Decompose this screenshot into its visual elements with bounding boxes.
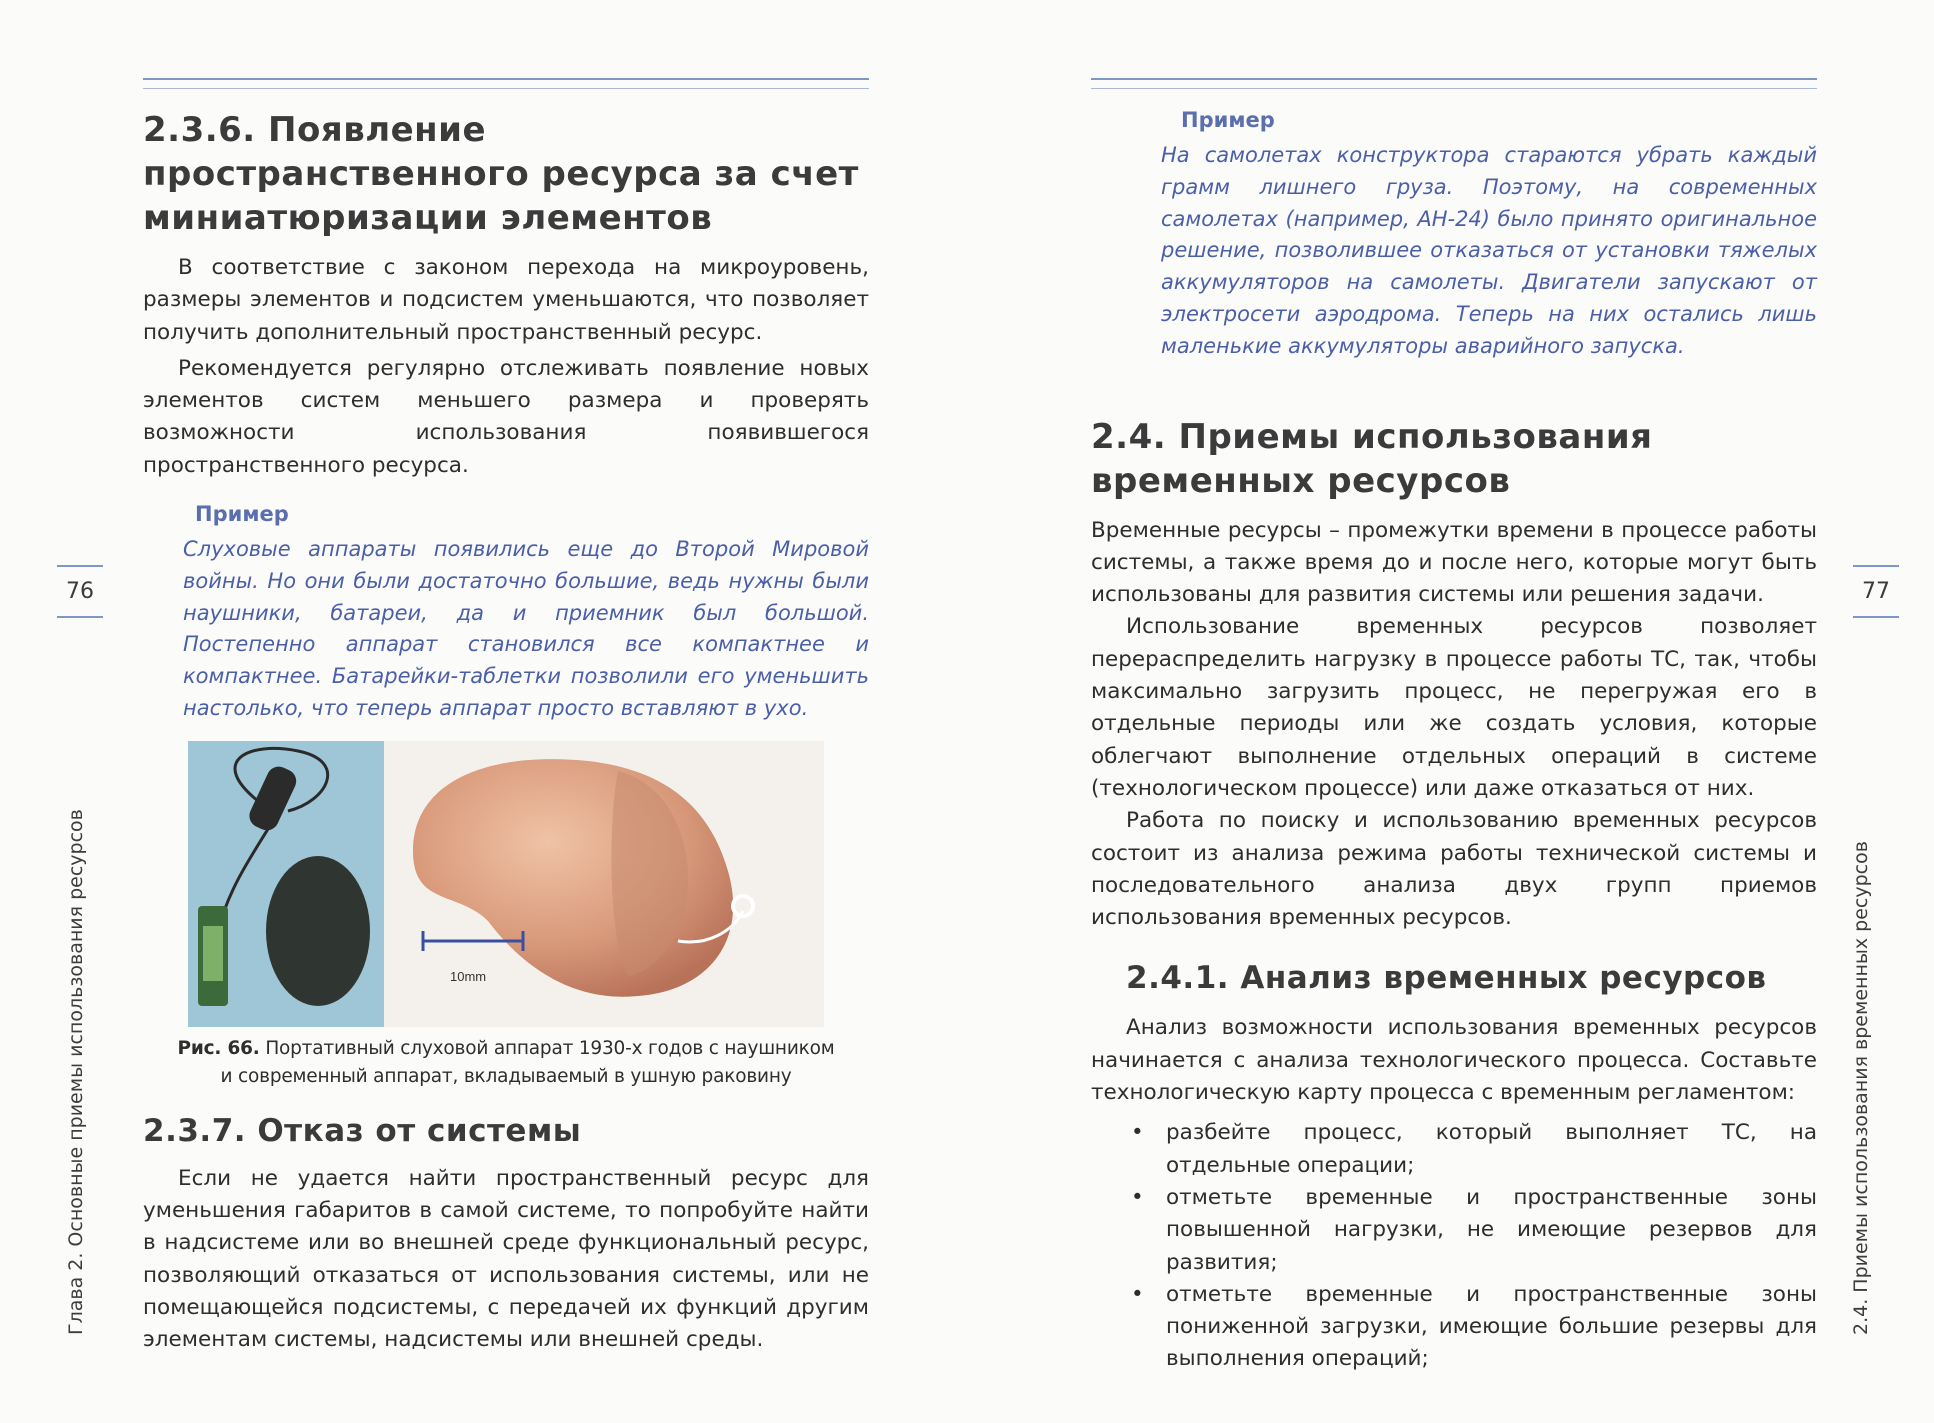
figure-caption (143, 1035, 869, 1091)
page-number-value: 76 (66, 579, 94, 604)
paragraph: В соответствие с законом перехода на микроуровень, размеры элементов и подсистем уменьшаются, что позволяет получить дополнительный пространственный ресурс. (143, 255, 869, 345)
figure-caption-line2: и современный аппарат, вкладываемый в ушную раковину (220, 1065, 792, 1087)
left-page-content (143, 108, 869, 1357)
example-title: Пример (195, 502, 289, 527)
list-item: • отметьте временные и пространственные зоны пониженной загрузки, имеющие большие резервы для выполнения операций; (1131, 1281, 1817, 1372)
paragraph: Рекомендуется регулярно отслеживать появление новых элементов систем меньшего размера и проверять возможности использования появившегося пространственного ресурса. (143, 355, 869, 478)
right-page (967, 0, 1934, 1423)
running-head: 2.4. Приемы использования временных ресурсов (1850, 841, 1872, 1335)
paragraph: Если не удается найти пространственный ресурс для уменьшения габаритов в самой системе, то попробуйте найти в надсистеме или во внешней среде функциональный ресурс, позволяющий отказаться от использования системы, или не помещающейся подсистемы, с передачей их функций другим элементам системы, надсистемы или внешней среды. (143, 1165, 869, 1353)
example-block (143, 502, 869, 725)
paragraph: Временные ресурсы – промежутки времени в процессе работы системы, а также время до и после него, которые могут быть использованы для развития системы или решения задачи. (1091, 517, 1817, 608)
page-number (1851, 565, 1901, 618)
paragraph: Использование временных ресурсов позволяет перераспределить нагрузку в процессе работы ТС, так, чтобы максимально загрузить процесс, не перегружая его в отдельные периоды или же создать условия, которые облегчают выполнение отдельных операций в системе (технологическом процессе) или даже отказаться от них. (1091, 614, 1817, 801)
top-rule (1091, 78, 1817, 89)
right-page-content (1091, 108, 1817, 1376)
old-aid-receiver (266, 856, 370, 1006)
figure-caption-label: Рис. 66. (177, 1037, 260, 1059)
page-number-rule-bottom (1853, 616, 1899, 618)
section-heading-2-3-6: 2.3.6. Появление пространственного ресурса за счет миниатюризации элементов (143, 110, 859, 238)
list-item: • отметьте временные и пространственные зоны повышенной нагрузки, не имеющие резервов для развития; (1131, 1184, 1817, 1275)
hearing-aid-figure (188, 741, 824, 1027)
running-head: Глава 2. Основные приемы использования ресурсов (65, 809, 87, 1335)
section-heading-2-4: 2.4. Приемы использования временных ресурсов (1091, 416, 1653, 501)
example-text: Слуховые аппараты появились еще до Второй Мировой войны. Но они были достаточно большие, ведь нужны были наушники, батареи, да и приемник был большой. Постепенно аппарат становился все компактнее и компактнее. Батарейки-таблетки позволили его уменьшить настолько, что теперь аппарат просто вставляют в ухо. (183, 537, 869, 721)
example-text: На самолетах конструктора стараются убрать каждый грамм лишнего груза. Поэтому, на современных самолетах (например, АН-24) было принято оригинальное решение, позволившее отказаться от установки тяжелых аккумуляторов на самолеты. Двигатели запускают от электросети аэродрома. Теперь на них остались лишь маленькие аккумуляторы аварийного запуска. (1161, 143, 1817, 358)
hearing-aid-illustration (188, 741, 824, 1027)
paragraph: Работа по поиску и использованию временных ресурсов состоит из анализа режима работы технической системы и последовательного анализа двух групп приемов использования временных ресурсов. (1091, 808, 1817, 931)
example-block (1091, 108, 1817, 363)
example-title: Пример (1181, 108, 1275, 132)
figure-caption-line1: Портативный слуховой аппарат 1930-х годов с наушником (265, 1037, 835, 1059)
page-number-value: 77 (1862, 579, 1890, 604)
page-number-rule-bottom (57, 616, 103, 618)
scale-label: 10mm (450, 968, 487, 984)
list-item: • разбейте процесс, который выполняет ТС, на отдельные операции; (1131, 1120, 1817, 1178)
section-heading-2-3-7: 2.3.7. Отказ от системы (143, 1112, 582, 1149)
top-rule (143, 78, 869, 89)
page-number (55, 565, 105, 618)
bullet-list (1091, 1117, 1817, 1375)
section-heading-2-4-1: 2.4.1. Анализ временных ресурсов (1126, 960, 1767, 997)
paragraph: Анализ возможности использования временных ресурсов начинается с анализа технологического процесса. Составьте технологическую карту процесса с временным регламентом: (1091, 1015, 1817, 1106)
